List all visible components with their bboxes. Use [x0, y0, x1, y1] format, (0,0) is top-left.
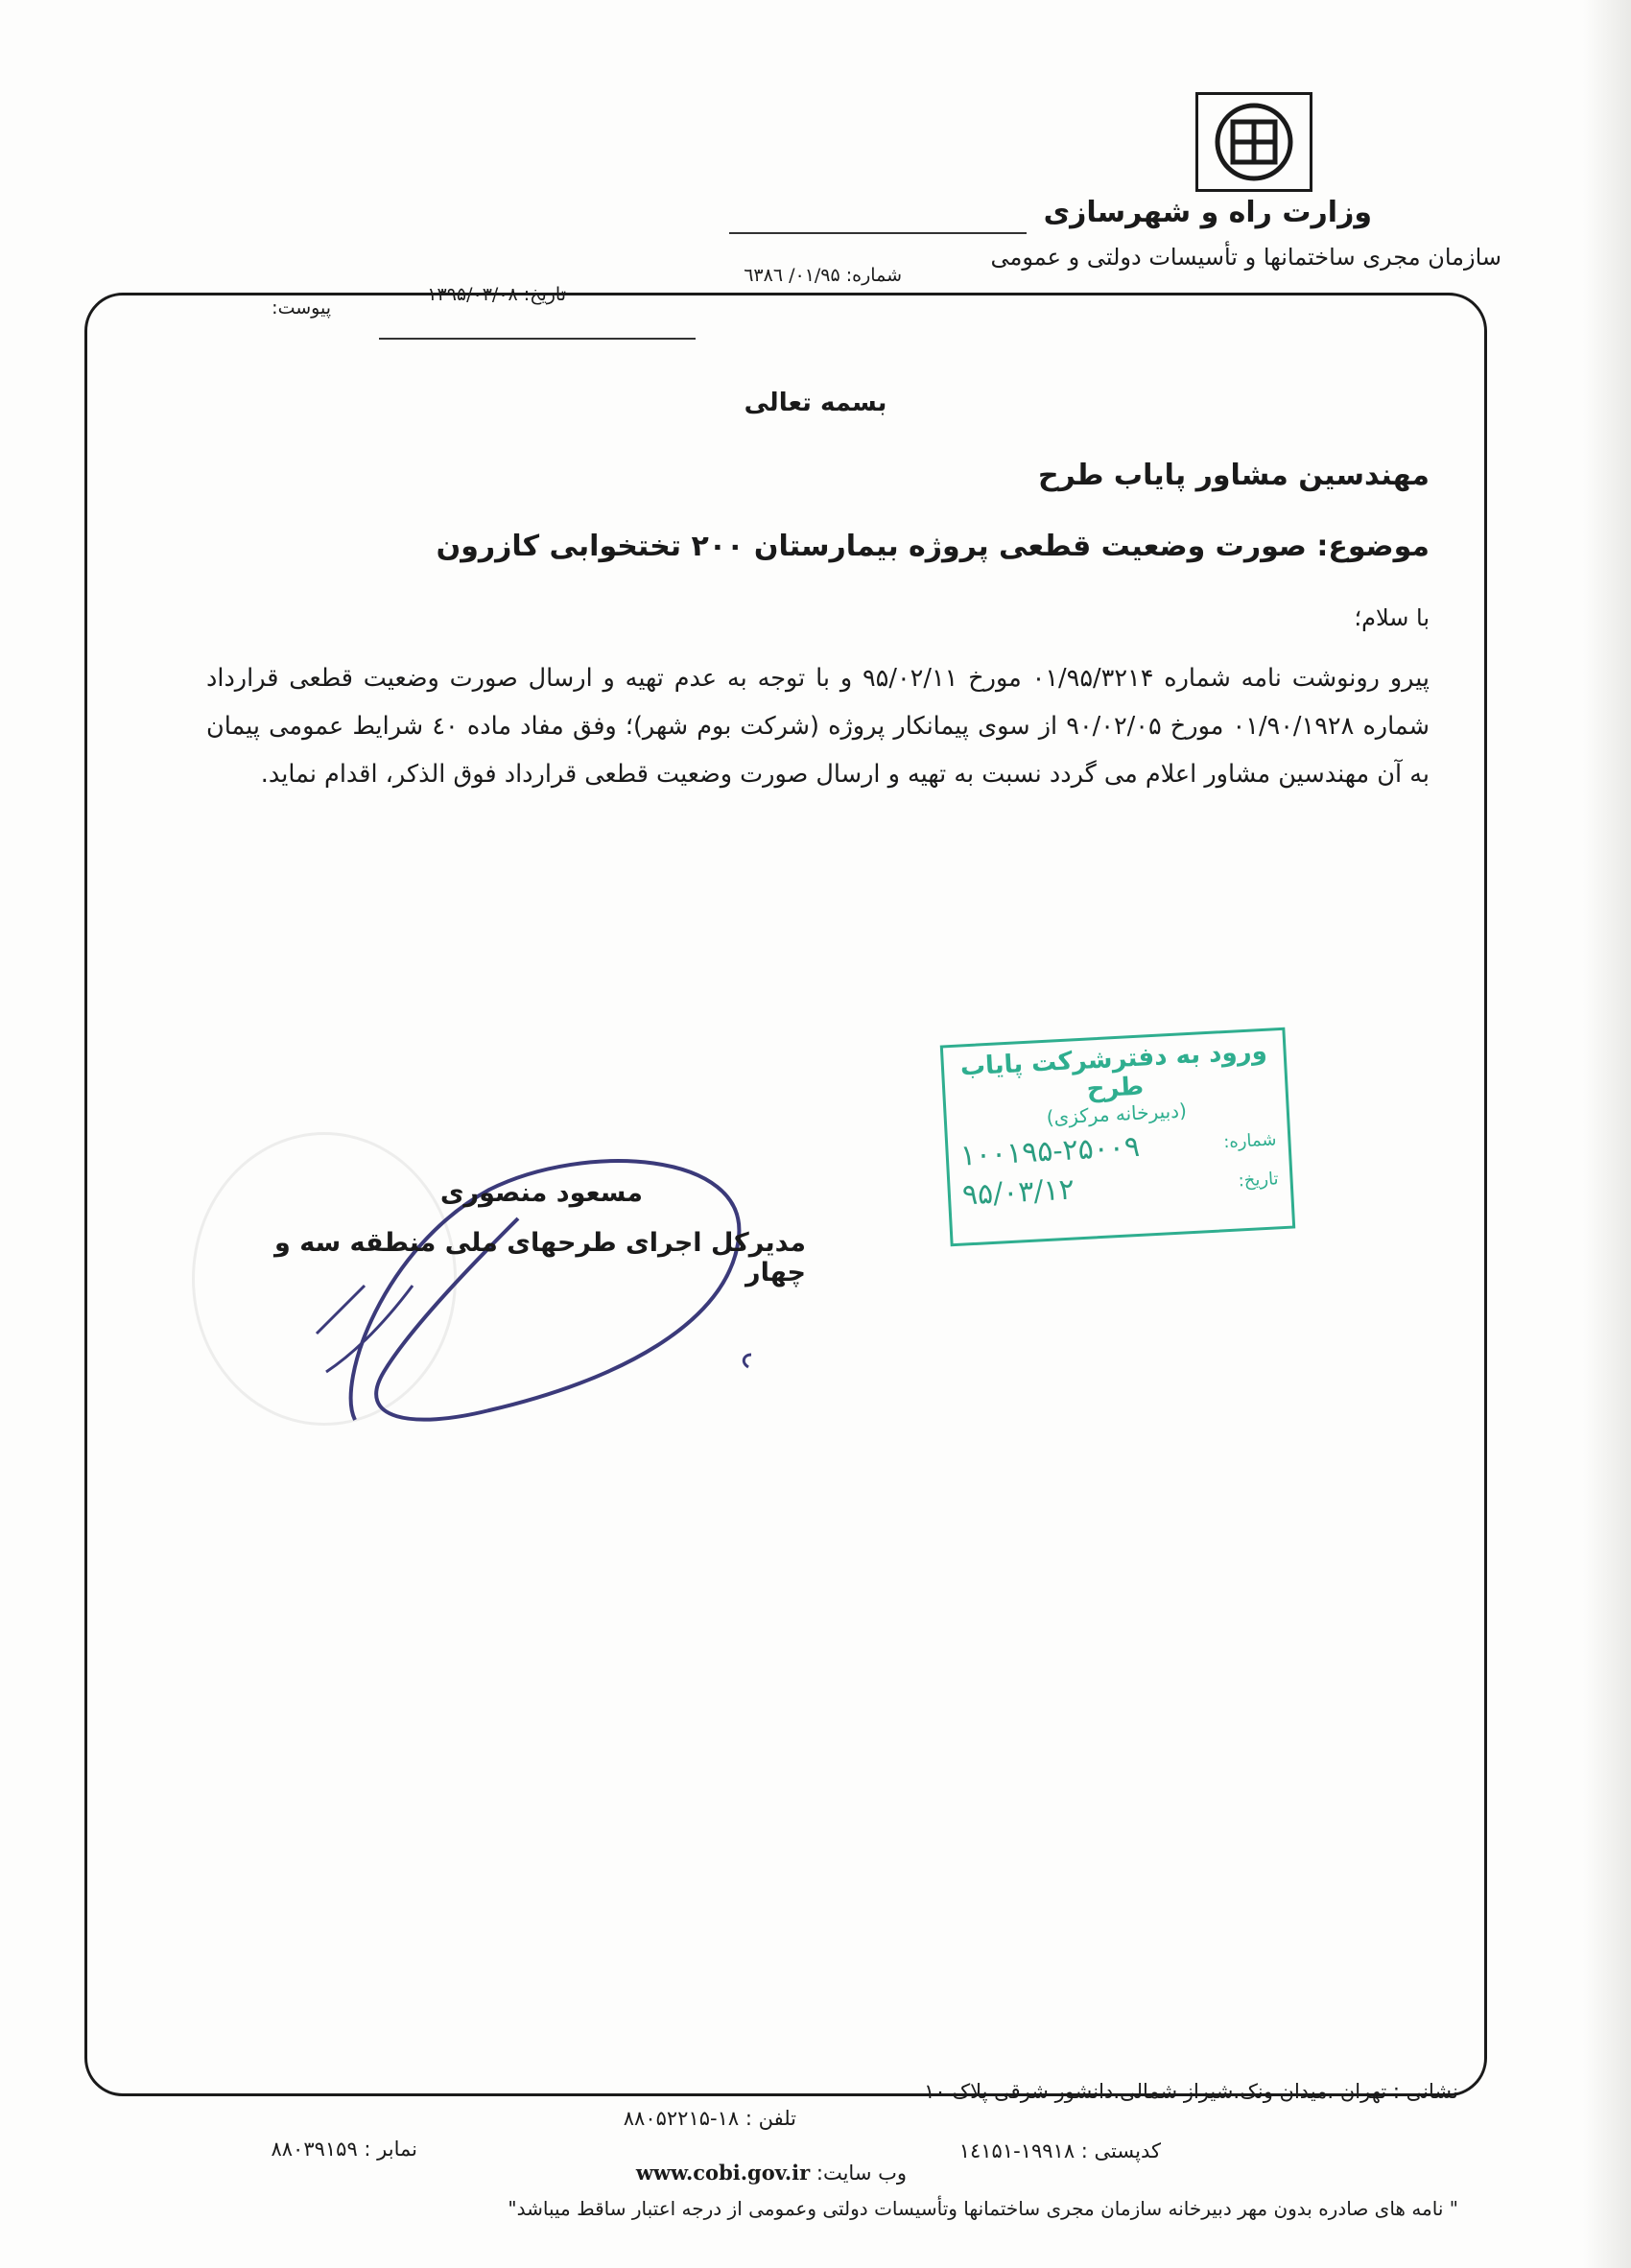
letter-number-label: شماره:	[845, 265, 902, 286]
letter-date-label: تاریخ:	[523, 284, 566, 305]
letter-body: پیرو رونوشت نامه شماره ۰۱/۹۵/۳۲۱۴ مورخ ۹۵/۰۲/۱۱ و با توجه به عدم تهیه و ارسال صورت وضعیت قطعی قرارداد شماره ۰۱/۹۰/۱۹۲۸ مورخ ۹۰/۰۲/۰۵ از سوی پیمانکار پروژه (شرکت بوم شهر)؛ وفق مفاد ماده ٤۰ شرایط عمومی پیمان به آن مهندسین مشاور اعلام می گردد نسبت به تهیه و ارسال صورت وضعیت قطعی قرارداد فوق الذکر، اقدام نماید.	[206, 664, 1430, 789]
letter-date-value: ۱۳۹۵/۰۳/۰۸	[427, 284, 518, 305]
footer-fax-value: ۸۸۰۳۹۱۵۹	[271, 2138, 358, 2161]
footer-address: نشانی : تهران ،میدان ونک،شیراز شمالی،دانشور شرقی پلاک ۱۰	[924, 2080, 1458, 2103]
receipt-stamp	[940, 1028, 1295, 1247]
organization-name: سازمان مجری ساختمانها و تأسیسات دولتی و عمومی	[990, 244, 1501, 271]
subject: موضوع: صورت وضعیت قطعی پروژه بیمارستان ۲۰۰ تختخوابی کازرون	[436, 530, 1430, 563]
footer-postal-value: ۱۹۹۱۸-۱٤۱۵۱	[958, 2139, 1076, 2162]
stamp-number-value: ۱۰۰۱۹۵-۲۵۰۰۹	[958, 1129, 1141, 1173]
footer-phone	[576, 2107, 796, 2130]
ministry-name: وزارت راه و شهرسازی	[1043, 196, 1372, 229]
footer-postal-label: کدپستی :	[1080, 2139, 1161, 2162]
footer-fax	[245, 2138, 417, 2161]
footer-phone-label: تلفن :	[745, 2107, 796, 2130]
footer-phone-value: ۱۸-۸۸۰۵۲۲۱۵	[623, 2107, 740, 2130]
letter-number-value: ۰۱/۹۵/ ٦۳۸٦	[744, 265, 840, 286]
stamp-number-label: شماره:	[1222, 1129, 1277, 1153]
stamp-date-value: ۹۵/۰۳/۱۲	[961, 1172, 1076, 1213]
stamp-date-label: تاریخ:	[1238, 1169, 1280, 1192]
greeting: با سلام؛	[1354, 604, 1430, 631]
footer-website-link[interactable]: www.cobi.gov.ir	[635, 2161, 811, 2185]
ministry-emblem-icon	[1195, 92, 1312, 192]
invocation: بسمه تعالی	[744, 389, 887, 417]
footer-postal	[921, 2139, 1161, 2162]
stamp-subtitle: (دبیرخانه مرکزی)	[1046, 1099, 1188, 1129]
attachment-label: پیوست:	[272, 297, 331, 319]
letter-number	[715, 265, 902, 286]
header-divider	[729, 232, 1027, 234]
footer-disclaimer: " نامه های صادره بدون مهر دبیرخانه سازمان مجری ساختمانها وتأسیسات دولتی وعمومی از درجه اعتبار ساقط میباشد"	[508, 2197, 1458, 2220]
footer-website-label: وب سایت:	[816, 2162, 907, 2185]
signatory-name: مسعود منصوری	[439, 1178, 643, 1208]
footer-fax-label: نمابر :	[364, 2138, 417, 2161]
signatory-title: مدیرکل اجرای طرحهای ملی منطقه سه و چهار	[274, 1228, 806, 1288]
recipient: مهندسین مشاور پایاب طرح	[1037, 459, 1430, 492]
page-edge-shadow	[1583, 0, 1631, 2268]
footer-website	[590, 2161, 907, 2185]
stamp-title: ورود به دفترشرکت پایاب طرح	[959, 1036, 1268, 1104]
